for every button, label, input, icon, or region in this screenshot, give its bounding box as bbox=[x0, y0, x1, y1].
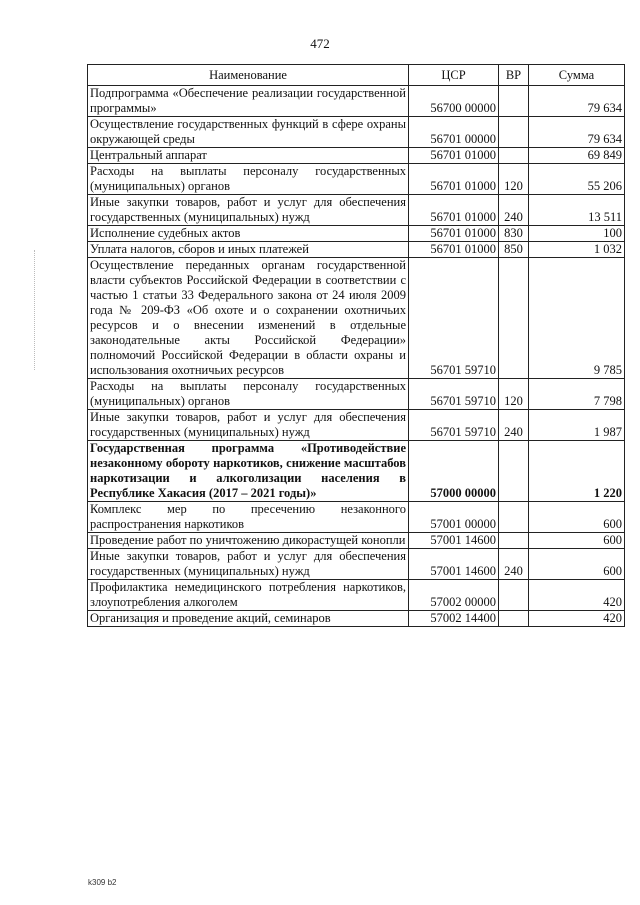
table-row bbox=[88, 117, 625, 148]
row-name-cell: Профилактика немедицинского потребления наркотиков, злоупотребления алкоголем bbox=[88, 580, 409, 611]
row-vr-cell bbox=[499, 533, 529, 549]
row-csr-cell: 56701 01000 bbox=[409, 242, 499, 258]
row-vr-cell: 240 bbox=[499, 410, 529, 441]
row-csr-cell: 56701 01000 bbox=[409, 195, 499, 226]
row-sum-cell: 420 bbox=[529, 611, 625, 627]
row-vr-cell bbox=[499, 441, 529, 502]
row-sum-cell: 1 220 bbox=[529, 441, 625, 502]
row-csr-cell: 56701 01000 bbox=[409, 226, 499, 242]
header-csr: ЦСР bbox=[409, 65, 499, 86]
row-name-cell: Подпрограмма «Обеспечение реализации государственной программы» bbox=[88, 86, 409, 117]
table-row bbox=[88, 379, 625, 410]
table-row bbox=[88, 258, 625, 379]
row-name-cell: Расходы на выплаты персоналу государственных (муниципальных) органов bbox=[88, 379, 409, 410]
table-row bbox=[88, 226, 625, 242]
table-header-row bbox=[88, 65, 625, 86]
table-row bbox=[88, 195, 625, 226]
row-csr-cell: 57001 14600 bbox=[409, 533, 499, 549]
table-row bbox=[88, 611, 625, 627]
row-sum-cell: 9 785 bbox=[529, 258, 625, 379]
row-sum-cell: 13 511 bbox=[529, 195, 625, 226]
row-csr-cell: 57000 00000 bbox=[409, 441, 499, 502]
row-vr-cell bbox=[499, 580, 529, 611]
table-row bbox=[88, 164, 625, 195]
row-vr-cell: 240 bbox=[499, 195, 529, 226]
row-sum-cell: 69 849 bbox=[529, 148, 625, 164]
table-row bbox=[88, 148, 625, 164]
row-name-cell: Уплата налогов, сборов и иных платежей bbox=[88, 242, 409, 258]
row-vr-cell bbox=[499, 117, 529, 148]
row-sum-cell: 600 bbox=[529, 533, 625, 549]
row-name-cell: Иные закупки товаров, работ и услуг для обеспечения государственных (муниципальных) нужд bbox=[88, 549, 409, 580]
row-csr-cell: 56701 00000 bbox=[409, 117, 499, 148]
row-sum-cell: 55 206 bbox=[529, 164, 625, 195]
row-name-cell: Иные закупки товаров, работ и услуг для обеспечения государственных (муниципальных) нужд bbox=[88, 195, 409, 226]
row-csr-cell: 57001 00000 bbox=[409, 502, 499, 533]
row-name-cell: Проведение работ по уничтожению дикорастущей конопли bbox=[88, 533, 409, 549]
row-name-cell: Государственная программа «Противодействие незаконному обороту наркотиков, снижение масштабов наркотизации и алкоголизации населения в Республике Хакасия (2017 – 2021 годы)» bbox=[88, 441, 409, 502]
row-vr-cell: 850 bbox=[499, 242, 529, 258]
row-vr-cell: 240 bbox=[499, 549, 529, 580]
row-vr-cell bbox=[499, 502, 529, 533]
row-name-cell: Расходы на выплаты персоналу государственных (муниципальных) органов bbox=[88, 164, 409, 195]
row-vr-cell: 120 bbox=[499, 379, 529, 410]
row-csr-cell: 57002 14400 bbox=[409, 611, 499, 627]
budget-table bbox=[87, 64, 625, 627]
row-vr-cell bbox=[499, 86, 529, 117]
table-row bbox=[88, 549, 625, 580]
row-sum-cell: 1 987 bbox=[529, 410, 625, 441]
row-name-cell: Осуществление переданных органам государственной власти субъектов Российской Федерации в соответствии с частью 1 статьи 33 Федерального закона от 24 июля 2009 года № 209-ФЗ «Об охоте и о сохранении охотничьих ресурсов и о внесении изменений в отдельные законодательные акты Российской Федерации» полномочий Российской Федерации в области охраны и использования охотничьих ресурсов bbox=[88, 258, 409, 379]
row-name-cell: Комплекс мер по пресечению незаконного распространения наркотиков bbox=[88, 502, 409, 533]
row-name-cell: Иные закупки товаров, работ и услуг для обеспечения государственных (муниципальных) нужд bbox=[88, 410, 409, 441]
row-csr-cell: 57002 00000 bbox=[409, 580, 499, 611]
row-csr-cell: 56701 59710 bbox=[409, 258, 499, 379]
header-name: Наименование bbox=[88, 65, 409, 86]
row-name-cell: Центральный аппарат bbox=[88, 148, 409, 164]
row-csr-cell: 56701 59710 bbox=[409, 410, 499, 441]
row-csr-cell: 56700 00000 bbox=[409, 86, 499, 117]
row-sum-cell: 420 bbox=[529, 580, 625, 611]
row-sum-cell: 79 634 bbox=[529, 117, 625, 148]
row-vr-cell bbox=[499, 611, 529, 627]
row-vr-cell bbox=[499, 258, 529, 379]
table-row bbox=[88, 242, 625, 258]
row-sum-cell: 100 bbox=[529, 226, 625, 242]
table-row bbox=[88, 580, 625, 611]
row-csr-cell: 56701 01000 bbox=[409, 164, 499, 195]
row-name-cell: Организация и проведение акций, семинаров bbox=[88, 611, 409, 627]
row-sum-cell: 79 634 bbox=[529, 86, 625, 117]
row-name-cell: Осуществление государственных функций в сфере охраны окружающей среды bbox=[88, 117, 409, 148]
binder-marks bbox=[34, 250, 37, 370]
table-row bbox=[88, 410, 625, 441]
row-name-cell: Исполнение судебных актов bbox=[88, 226, 409, 242]
table-row bbox=[88, 533, 625, 549]
page-number: 472 bbox=[310, 36, 330, 51]
row-vr-cell: 120 bbox=[499, 164, 529, 195]
row-csr-cell: 56701 01000 bbox=[409, 148, 499, 164]
row-csr-cell: 56701 59710 bbox=[409, 379, 499, 410]
table-row bbox=[88, 86, 625, 117]
header-vr: ВР bbox=[499, 65, 529, 86]
footer-code: k309 b2 bbox=[88, 878, 117, 887]
row-sum-cell: 600 bbox=[529, 502, 625, 533]
row-csr-cell: 57001 14600 bbox=[409, 549, 499, 580]
row-sum-cell: 7 798 bbox=[529, 379, 625, 410]
table-body bbox=[88, 86, 625, 627]
header-sum: Сумма bbox=[529, 65, 625, 86]
row-sum-cell: 600 bbox=[529, 549, 625, 580]
row-vr-cell bbox=[499, 148, 529, 164]
row-vr-cell: 830 bbox=[499, 226, 529, 242]
table-row bbox=[88, 502, 625, 533]
row-sum-cell: 1 032 bbox=[529, 242, 625, 258]
table-row bbox=[88, 441, 625, 502]
